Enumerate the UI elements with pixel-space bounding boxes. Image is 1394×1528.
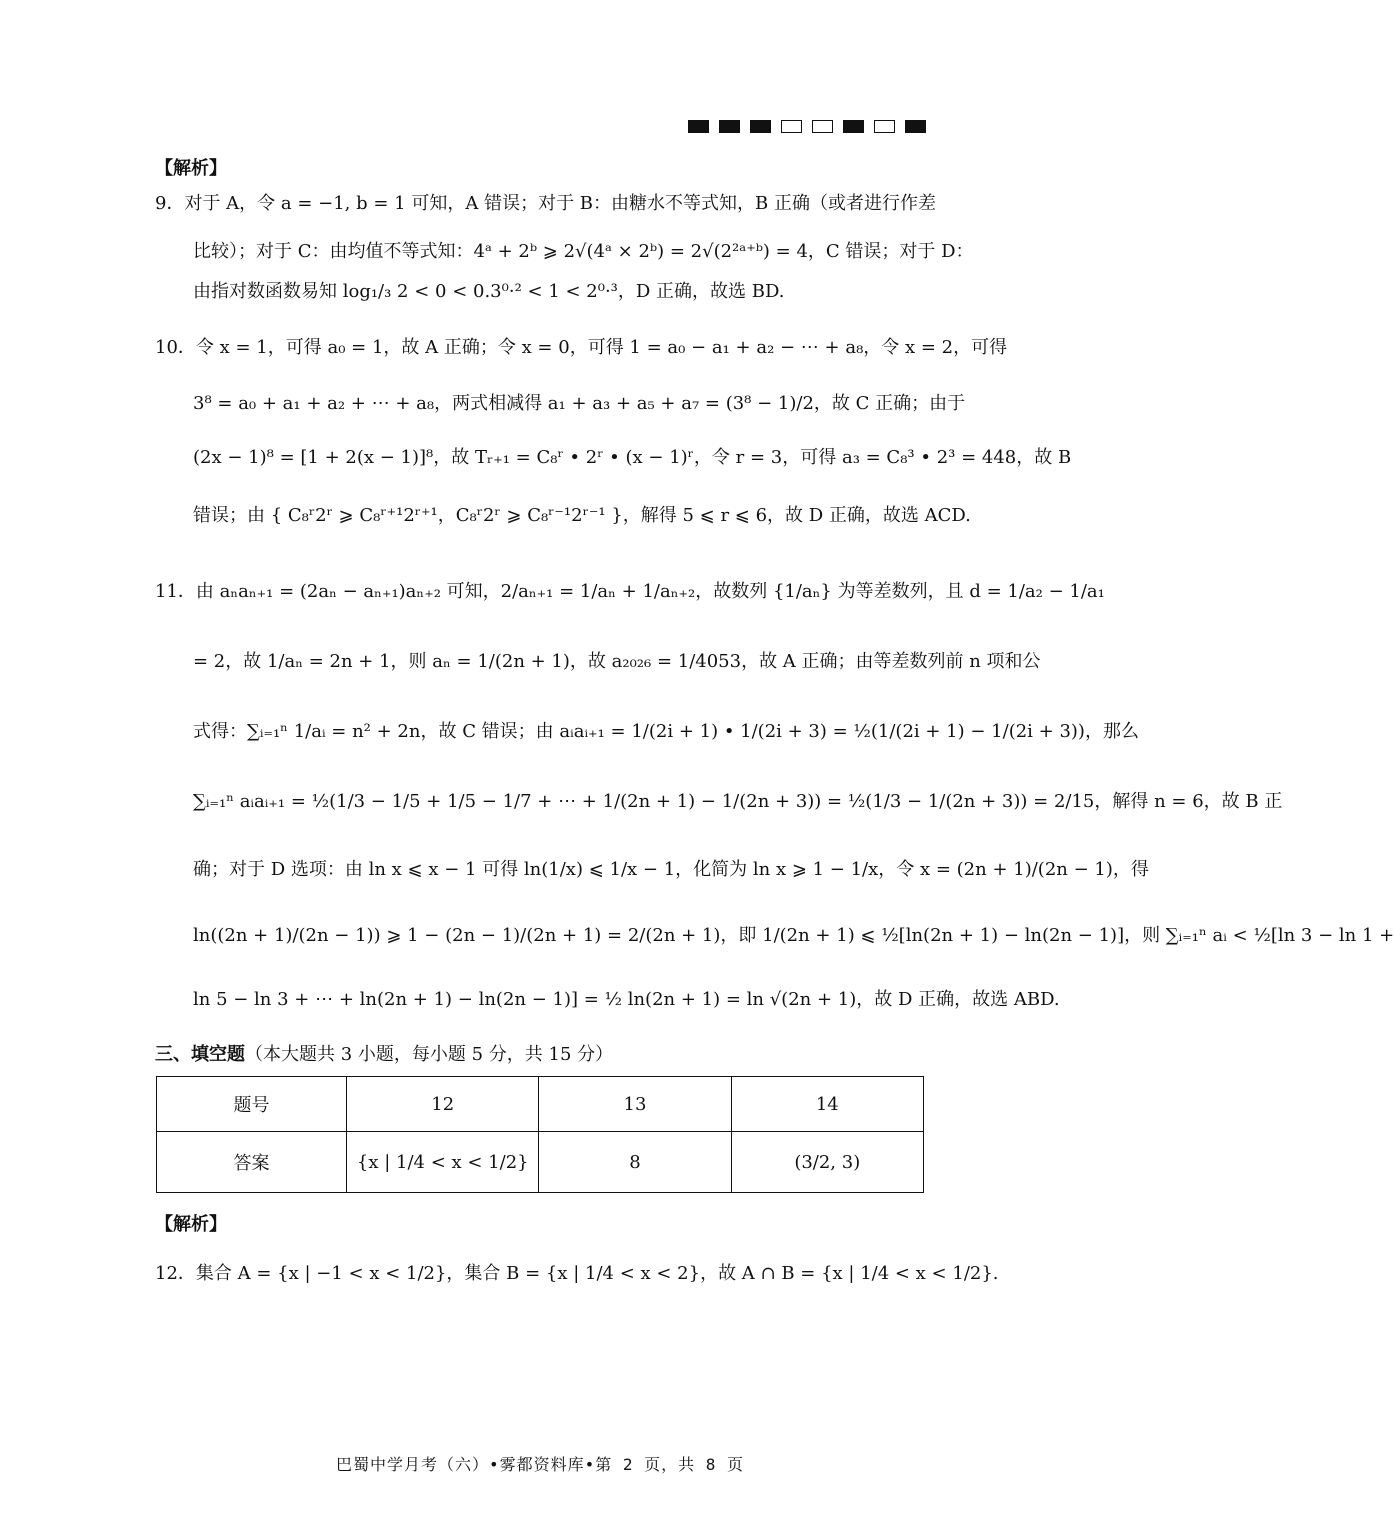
q11-line-1: 11．由 aₙaₙ₊₁ = (2aₙ − aₙ₊₁)aₙ₊₂ 可知，2/aₙ₊₁ = 1/aₙ + 1/aₙ₊₂，故数列 {1/aₙ} 为等差数列，且 d = 1/a₂ − 1/a₁ <box>155 581 1105 602</box>
q10-line-4: 错误；由 { C₈ʳ2ʳ ⩾ C₈ʳ⁺¹2ʳ⁺¹，C₈ʳ2ʳ ⩾ C₈ʳ⁻¹2ʳ⁻¹ }，解得 5 ⩽ r ⩽ 6，故 D 正确，故选 ACD. <box>193 505 971 526</box>
table-cell-answer: 8 <box>539 1132 731 1193</box>
q11-line-7: ln 5 − ln 3 + ⋯ + ln(2n + 1) − ln(2n − 1)] = ½ ln(2n + 1) = ln √(2n + 1)，故 D 正确，故选 ABD. <box>193 989 1060 1010</box>
q9-line-1: 9．对于 A，令 a = −1, b = 1 可知，A 错误；对于 B：由糖水不等式知，B 正确（或者进行作差 <box>155 193 936 214</box>
table-cell-header: 13 <box>539 1077 731 1132</box>
filled-square-icon <box>905 120 926 133</box>
q11-line-3: 式得：∑ᵢ₌₁ⁿ 1/aᵢ = n² + 2n，故 C 错误；由 aᵢaᵢ₊₁ = 1/(2i + 1) • 1/(2i + 3) = ½(1/(2i + 1) − 1/(2i + 3))，那么 <box>193 721 1139 742</box>
answer-table <box>156 1076 924 1193</box>
table-cell-answer: {x | 1/4 < x < 1/2} <box>347 1132 539 1193</box>
header-squares <box>688 120 926 133</box>
q10-line-3: (2x − 1)⁸ = [1 + 2(x − 1)]⁸，故 Tᵣ₊₁ = C₈ʳ • 2ʳ • (x − 1)ʳ，令 r = 3，可得 a₃ = C₈³ • 2³ = 448，故 B <box>193 447 1072 468</box>
table-cell-header: 题号 <box>157 1077 347 1132</box>
empty-square-icon <box>781 120 802 133</box>
filled-square-icon <box>843 120 864 133</box>
filled-square-icon <box>719 120 740 133</box>
page-footer: 巴蜀中学月考（六）•雾都资料库•第 2 页，共 8 页 <box>335 1455 745 1474</box>
q11-line-2: = 2，故 1/aₙ = 2n + 1，则 aₙ = 1/(2n + 1)，故 a₂₀₂₆ = 1/4053，故 A 正确；由等差数列前 n 项和公 <box>193 651 1041 672</box>
table-cell-answer: (3/2, 3) <box>731 1132 923 1193</box>
q11-line-6: ln((2n + 1)/(2n − 1)) ⩾ 1 − (2n − 1)/(2n + 1) = 2/(2n + 1)，即 1/(2n + 1) ⩽ ½[ln(2n + 1) − ln(2n − 1)]，则 ∑ᵢ₌₁ⁿ aᵢ < ½[ln 3 − ln 1 + <box>193 925 1394 946</box>
q10-line-1: 10．令 x = 1，可得 a₀ = 1，故 A 正确；令 x = 0，可得 1 = a₀ − a₁ + a₂ − ⋯ + a₈，令 x = 2，可得 <box>155 337 1008 358</box>
empty-square-icon <box>874 120 895 133</box>
q11-line-5: 确；对于 D 选项：由 ln x ⩽ x − 1 可得 ln(1/x) ⩽ 1/x − 1，化简为 ln x ⩾ 1 − 1/x，令 x = (2n + 1)/(2n − 1)，得 <box>193 859 1149 880</box>
q10-line-2: 3⁸ = a₀ + a₁ + a₂ + ⋯ + a₈，两式相减得 a₁ + a₃ + a₅ + a₇ = (3⁸ − 1)/2，故 C 正确；由于 <box>193 393 966 414</box>
q9-line-2: 比较）；对于 C：由均值不等式知：4ᵃ + 2ᵇ ⩾ 2√(4ᵃ × 2ᵇ) = 2√(2²ᵃ⁺ᵇ) = 4，C 错误；对于 D： <box>193 241 974 262</box>
table-cell-label: 答案 <box>157 1132 347 1193</box>
table-cell-header: 12 <box>347 1077 539 1132</box>
section-3-name: 三、填空题 <box>155 1044 245 1065</box>
table-cell-header: 14 <box>731 1077 923 1132</box>
filled-square-icon <box>688 120 709 133</box>
section-3-title <box>155 1040 613 1066</box>
q12-line-1: 12．集合 A = {x | −1 < x < 1/2}，集合 B = {x | 1/4 < x < 2}，故 A ∩ B = {x | 1/4 < x < 1/2}. <box>155 1263 999 1284</box>
q9-line-3: 由指对数函数易知 log₁/₃ 2 < 0 < 0.3⁰·² < 1 < 2⁰·³，D 正确，故选 BD. <box>193 281 785 302</box>
section-3-note: （本大题共 3 小题，每小题 5 分，共 15 分） <box>245 1044 614 1065</box>
analysis-heading-2: 【解析】 <box>155 1214 227 1235</box>
table-row <box>157 1077 924 1132</box>
table-row <box>157 1132 924 1193</box>
analysis-heading-1: 【解析】 <box>155 158 227 179</box>
empty-square-icon <box>812 120 833 133</box>
filled-square-icon <box>750 120 771 133</box>
q11-line-4: ∑ᵢ₌₁ⁿ aᵢaᵢ₊₁ = ½(1/3 − 1/5 + 1/5 − 1/7 + ⋯ + 1/(2n + 1) − 1/(2n + 3)) = ½(1/3 − 1/(2n + 3)) = 2/15，解得 n = 6，故 B 正 <box>193 791 1283 812</box>
